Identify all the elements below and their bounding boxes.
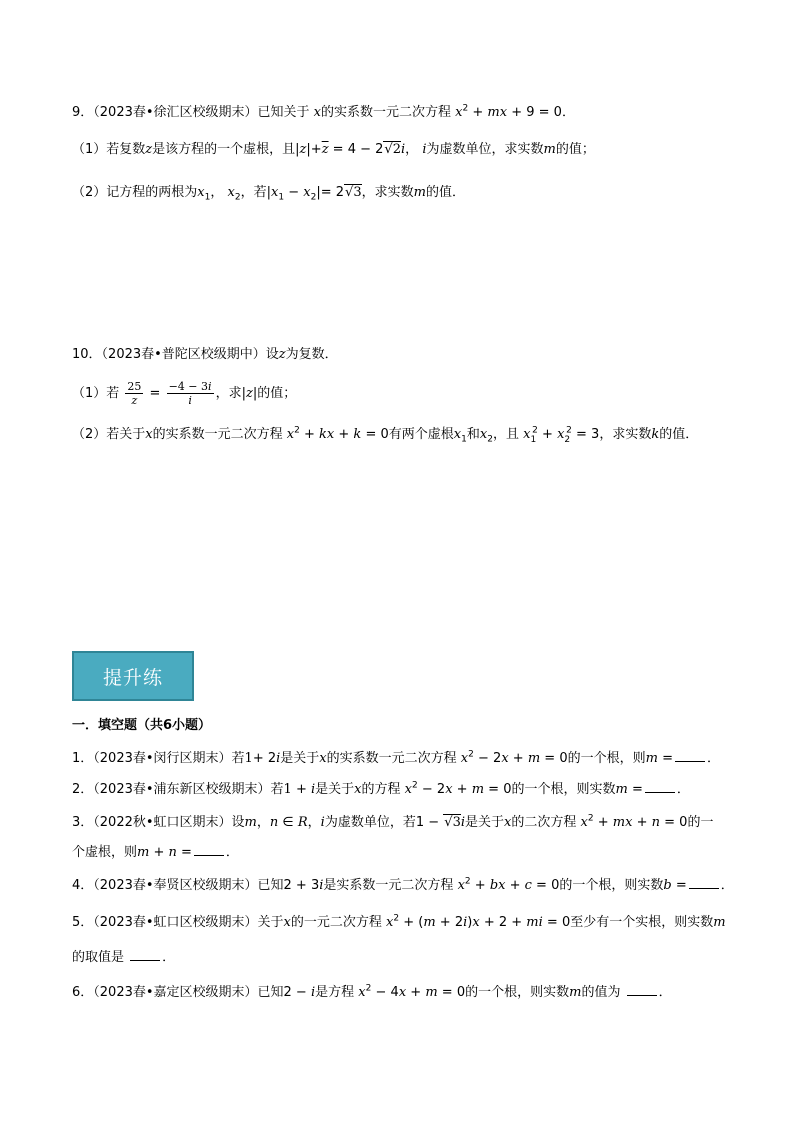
answer-blank[interactable] bbox=[645, 780, 675, 793]
answer-blank[interactable] bbox=[194, 843, 224, 856]
section-title: 一．填空题（共6小题） bbox=[72, 718, 212, 733]
q10-part2: （2）若关于x的实系数一元二次方程 $x^2$ + kx + k = 0有两个虚根$x_1$和$x_2$，且 $x_1^2 + x_2^2 = 3$，求实数k的值． bbox=[72, 425, 699, 445]
q10-stem: 10．（2023春•普陀区校级期中）设z为复数． bbox=[72, 347, 338, 362]
fill-question-6: 6．（2023春•嘉定区校级期末）已知2 − i是方程 $x^2 - 4x + m = 0$的一个根，则实数m的值为 ． bbox=[72, 983, 672, 1000]
answer-blank[interactable] bbox=[627, 983, 657, 996]
q9-stem: 9．（2023春•徐汇区校级期末）已知关于 x的实系数一元二次方程 $x^2$ + mx + 9 = 0． bbox=[72, 103, 575, 120]
q10-part1: （1）若 $\frac{25}{z}$ = $\frac{-4 - 3i}{i}$ ，求|z|的值； bbox=[72, 380, 297, 407]
section-badge: 提升练 bbox=[72, 651, 194, 701]
answer-blank[interactable] bbox=[675, 749, 705, 762]
answer-blank[interactable] bbox=[689, 876, 719, 889]
q9-part1: （1）若复数z是该方程的一个虚根，且$|z|+\overline{z} = 4 - 2√2i$， i为虚数单位，求实数m的值； bbox=[72, 142, 595, 157]
fill-question-5: 5．（2023春•虹口区校级期末）关于x的一元二次方程 $x^2 + (m + 2i)x + 2$ + mi = 0至少有一个实根，则实数m bbox=[72, 913, 726, 930]
answer-blank[interactable] bbox=[130, 948, 160, 961]
fill-question-3-continued: 个虚根，则m + n = ． bbox=[72, 845, 239, 860]
fill-question-3: 3．（2022秋•虹口区期末）设m，n ∈ R，i为虚数单位，若1 − √3i是关于x的二次方程 $x^2$ + mx + n = 0的一 bbox=[72, 813, 714, 830]
q9-part2: （2）记方程的两根为$x_1$， $x_2$，若$|x_1 - x_2|= 2√3$，求实数m的值． bbox=[72, 185, 465, 203]
fill-question-2: 2．（2023春•浦东新区校级期末）若1 + i是关于x的方程 $x^2 - 2x + m = 0$的一个根，则实数m = ． bbox=[72, 780, 690, 797]
fill-question-4: 4．（2023春•奉贤区校级期末）已知2 + 3i是实系数一元二次方程 $x^2$ + bx + c = 0的一个根，则实数b = ． bbox=[72, 876, 734, 893]
fill-question-1: 1．（2023春•闵行区期末）若1+ 2i是关于x的实系数一元二次方程 $x^2 - 2x + m = 0$的一个根，则m = ． bbox=[72, 749, 720, 766]
fill-question-5-continued: 的取值是 ． bbox=[72, 950, 176, 965]
